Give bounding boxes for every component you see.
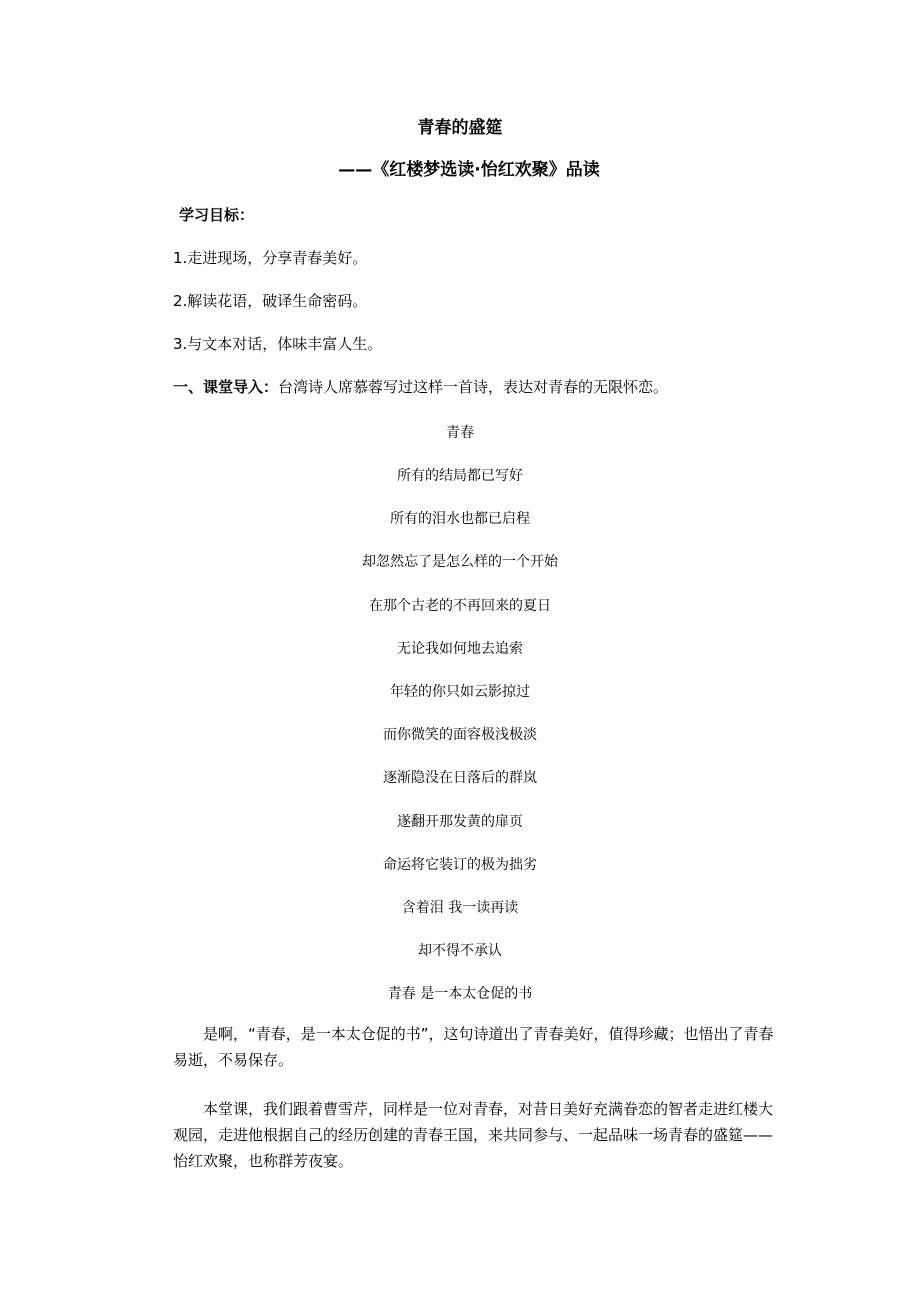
poem-line: 青春 是一本太仓促的书 — [387, 986, 533, 1002]
body-paragraph: 是啊，“青春，是一本太仓促的书”，这句诗道出了青春美好，值得珍藏；也悟出了青春易逝，不易保存。 — [173, 1025, 774, 1069]
poem-line: 却忽然忘了是怎么样的一个开始 — [362, 554, 558, 570]
intro-text: 台湾诗人席慕蓉写过这样一首诗，表达对青春的无限怀恋。 — [278, 378, 669, 396]
document-title: 青春的盛筵 — [417, 118, 503, 138]
poem-line: 命运将它装订的极为拙劣 — [383, 857, 537, 873]
poem-line: 所有的结局都已写好 — [397, 468, 523, 484]
poem-line: 无论我如何地去追索 — [397, 641, 523, 657]
poem-line: 却不得不承认 — [418, 943, 502, 959]
intro-label: 一、课堂导入： — [173, 378, 279, 396]
document-subtitle: ——《红楼梦选读·怡红欢聚》品读 — [338, 160, 600, 180]
body-paragraph: 本堂课，我们跟着曹雪芹，同样是一位对青春，对昔日美好充满眷恋的智者走进红楼大观园，走进他根据自己的经历创建的青春王国，来共同参与、一起品味一场青春的盛筵——怡红欢聚，也称群芳夜宴。 — [173, 1100, 774, 1170]
objective-item: 1.走进现场，分享青春美好。 — [173, 249, 368, 267]
poem-title: 青春 — [446, 425, 474, 441]
poem-line: 在那个古老的不再回来的夏日 — [369, 598, 551, 614]
intro-line — [173, 376, 668, 398]
poem-line: 而你微笑的面容极浅极淡 — [383, 727, 537, 743]
poem-line: 遂翻开那发黄的扉页 — [397, 814, 523, 830]
poem-line: 所有的泪水也都已启程 — [390, 511, 530, 527]
poem-line: 逐渐隐没在日落后的群岚 — [383, 770, 537, 786]
objective-item: 3.与文本对话，体味丰富人生。 — [173, 335, 383, 353]
objectives-heading: 学习目标： — [179, 206, 255, 224]
objective-item: 2.解读花语，破译生命密码。 — [173, 292, 368, 310]
poem-line: 含着泪 我一读再读 — [401, 900, 519, 916]
poem-line: 年轻的你只如云影掠过 — [390, 684, 530, 700]
